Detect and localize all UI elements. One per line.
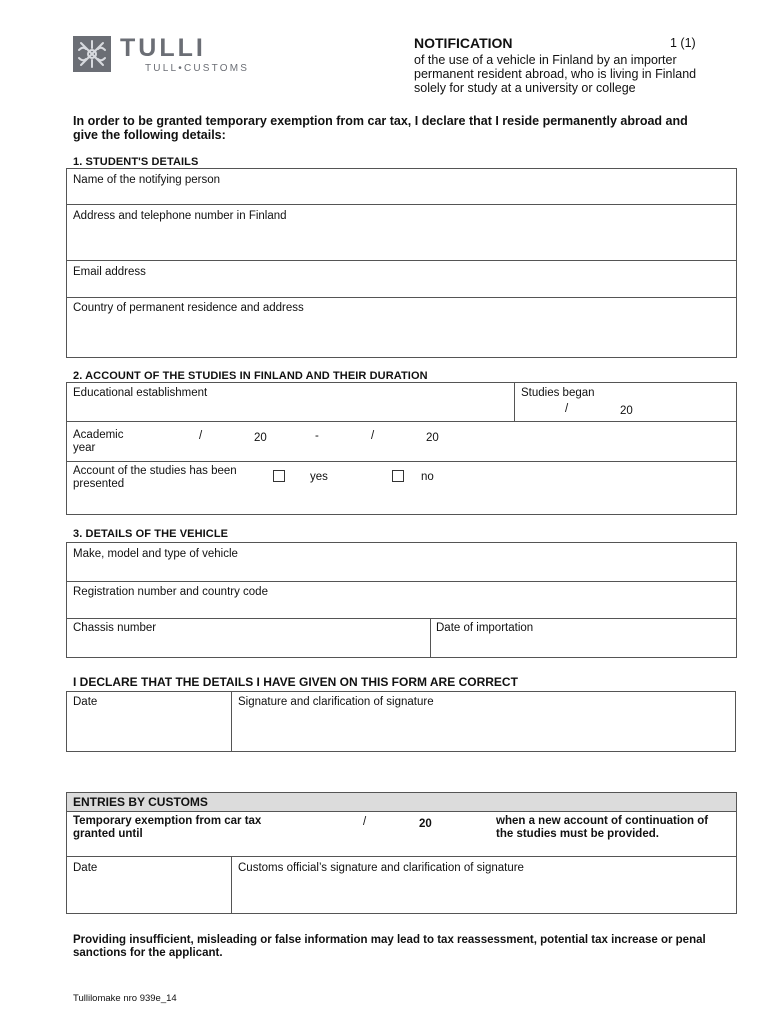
form-number: Tullilomake nro 939e_14 bbox=[73, 993, 177, 1004]
customs-title: ENTRIES BY CUSTOMS bbox=[73, 795, 208, 809]
logo-brand: TULLI bbox=[120, 34, 206, 62]
academic-year-slash-1: / bbox=[199, 430, 203, 442]
section2-title: 2. ACCOUNT OF THE STUDIES IN FINLAND AND THEIR DURATION bbox=[73, 370, 428, 382]
make-model-field-label[interactable]: Make, model and type of vehicle bbox=[73, 548, 238, 560]
registration-field-label[interactable]: Registration number and country code bbox=[73, 586, 268, 598]
intro-line-2: give the following details: bbox=[73, 128, 226, 142]
exemption-label-2: granted until bbox=[73, 828, 143, 840]
customs-emblem-icon bbox=[73, 36, 111, 72]
country-field-label[interactable]: Country of permanent residence and address bbox=[73, 302, 304, 314]
customs-date-label[interactable]: Date bbox=[73, 862, 98, 874]
subtitle-line-3: solely for study at a university or college bbox=[414, 81, 636, 95]
yes-checkbox[interactable] bbox=[273, 470, 285, 482]
academic-year-start-year[interactable]: 20 bbox=[254, 432, 267, 444]
academic-year-end-year[interactable]: 20 bbox=[426, 432, 439, 444]
when-label-2: the studies must be provided. bbox=[496, 828, 659, 840]
academic-year-slash-2: / bbox=[371, 430, 375, 442]
declaration-date-label[interactable]: Date bbox=[73, 696, 98, 708]
academic-year-label-1: Academic bbox=[73, 429, 124, 441]
customs-official-signature-label[interactable]: Customs official’s signature and clarification of signature bbox=[238, 862, 524, 874]
address-field-label[interactable]: Address and telephone number in Finland bbox=[73, 210, 287, 222]
exemption-label-1: Temporary exemption from car tax bbox=[73, 815, 262, 827]
when-label-1: when a new account of continuation of bbox=[496, 815, 709, 827]
section1-box bbox=[66, 168, 737, 358]
logo-subtitle: TULL•CUSTOMS bbox=[145, 63, 250, 74]
no-label: no bbox=[421, 471, 434, 483]
section2-box bbox=[66, 382, 737, 515]
yes-label: yes bbox=[310, 471, 328, 483]
name-field-label[interactable]: Name of the notifying person bbox=[73, 174, 221, 186]
intro-line-1: In order to be granted temporary exemption from car tax, I declare that I reside permanently abroad and bbox=[73, 114, 688, 128]
section3-title: 3. DETAILS OF THE VEHICLE bbox=[73, 528, 229, 540]
section1-title: 1. STUDENT'S DETAILS bbox=[73, 156, 199, 168]
studies-began-year: 20 bbox=[620, 405, 633, 417]
establishment-field-label[interactable]: Educational establishment bbox=[73, 387, 208, 399]
warning-line-2: sanctions for the applicant. bbox=[73, 947, 223, 959]
chassis-field-label[interactable]: Chassis number bbox=[73, 622, 157, 634]
exemption-year[interactable]: 20 bbox=[419, 818, 432, 830]
email-field-label[interactable]: Email address bbox=[73, 266, 146, 278]
studies-began-label[interactable]: Studies began bbox=[521, 387, 595, 399]
exemption-slash: / bbox=[363, 816, 367, 828]
page-number: 1 (1) bbox=[670, 36, 696, 50]
importation-date-field-label[interactable]: Date of importation bbox=[436, 622, 534, 634]
account-presented-label-2: presented bbox=[73, 478, 125, 490]
academic-year-label-2: year bbox=[73, 442, 96, 454]
subtitle-line-2: permanent resident abroad, who is living in Finland bbox=[414, 67, 697, 81]
account-presented-label-1: Account of the studies has been bbox=[73, 465, 237, 477]
no-checkbox[interactable] bbox=[392, 470, 404, 482]
subtitle-line-1: of the use of a vehicle in Finland by an importer bbox=[414, 53, 677, 67]
warning-line-1: Providing insufficient, misleading or false information may lead to tax reassessment, potential tax increase or penal bbox=[73, 934, 706, 946]
studies-began-slash: / bbox=[565, 403, 569, 415]
declaration-title: I DECLARE THAT THE DETAILS I HAVE GIVEN ON THIS FORM ARE CORRECT bbox=[73, 675, 518, 689]
academic-year-dash: - bbox=[315, 430, 319, 442]
declaration-signature-label[interactable]: Signature and clarification of signature bbox=[238, 696, 434, 708]
page-title: NOTIFICATION bbox=[414, 35, 513, 51]
